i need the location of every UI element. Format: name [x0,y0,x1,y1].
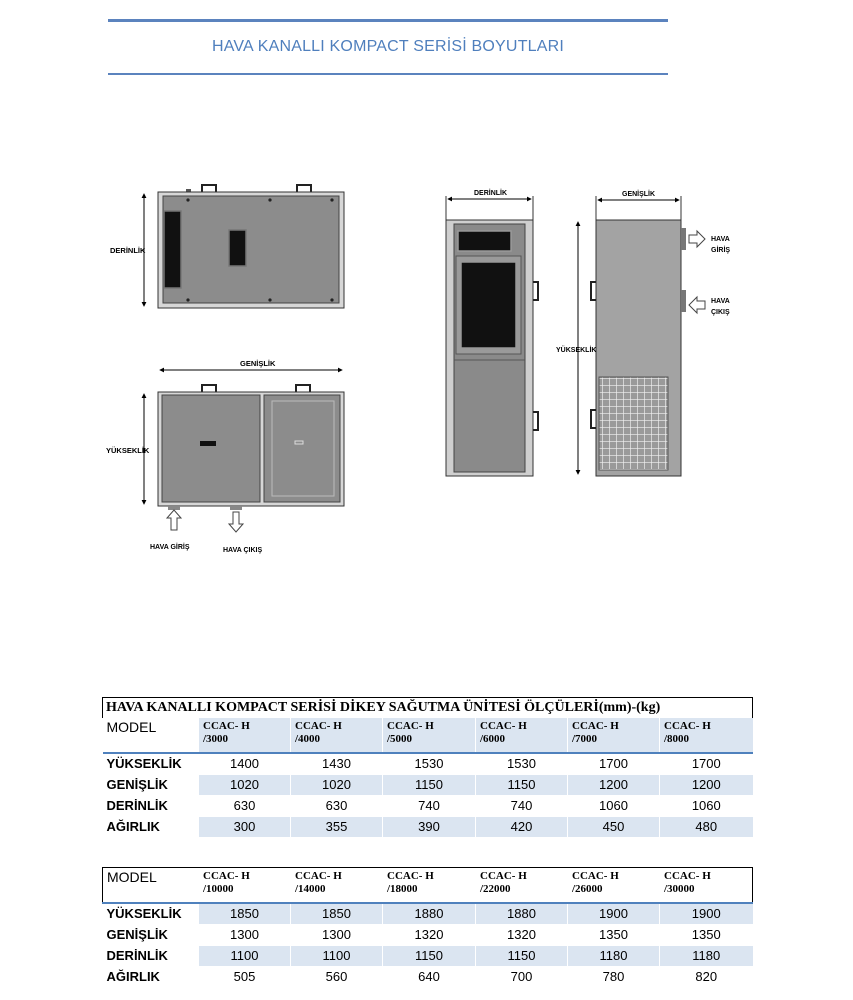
front-view-drawing [106,359,344,554]
model-header-row [103,718,753,753]
table-row: AĞIRLIK 300 355 390 420 450 480 [103,817,753,838]
model-cell: CCAC- H /7000 [568,718,660,753]
model-label: MODEL [103,718,199,753]
top-view-depth-label: DERİNLİK [110,246,146,255]
model-header-row [103,868,753,904]
vertical-side-drawing [556,190,730,476]
model-cell: CCAC- H /8000 [660,718,753,753]
front-view-air-in: HAVA GİRİŞ [150,544,190,551]
front-view-height-label: YÜKSEKLİK [106,446,150,455]
dimensions-table-1 [102,697,753,837]
model-label: MODEL [103,868,199,904]
vertical-side-air-in-2: GİRİŞ [711,247,731,254]
model-cell: CCAC- H /5000 [383,718,476,753]
model-cell: CCAC- H /6000 [476,718,568,753]
table-row: GENİŞLİK 1300 1300 1320 1320 1350 1350 [103,925,753,946]
table-row: YÜKSEKLİK 1850 1850 1880 1880 1900 1900 [103,903,753,925]
vertical-side-width-label: GENİŞLİK [622,191,656,198]
model-cell: CCAC- H /10000 [199,868,291,904]
vertical-side-air-in-1: HAVA [711,236,730,243]
top-view-drawing [110,185,344,308]
model-cell: CCAC- H /22000 [476,868,568,904]
model-cell: CCAC- H /3000 [199,718,291,753]
vertical-side-air-out-1: HAVA [711,298,730,305]
model-cell: CCAC- H /18000 [383,868,476,904]
model-cell: CCAC- H /26000 [568,868,660,904]
page-title: HAVA KANALLI KOMPACT SERİSİ BOYUTLARI [211,38,565,55]
table-row: AĞIRLIK 505 560 640 700 780 820 [103,967,753,988]
table-row: DERİNLİK 630 630 740 740 1060 1060 [103,796,753,817]
vertical-side-air-out-2: ÇIKIŞ [711,309,730,316]
vertical-side-height-label: YÜKSEKLİK [556,347,597,354]
front-view-air-out: HAVA ÇIKIŞ [223,547,263,554]
model-cell: CCAC- H /4000 [291,718,383,753]
vertical-front-drawing [446,189,538,476]
vertical-front-depth-label: DERİNLİK [474,190,508,197]
front-view-width-label: GENİŞLİK [240,359,276,368]
dimensions-table-2 [102,867,753,987]
table-caption: HAVA KANALLI KOMPACT SERİSİ DİKEY SAĞUTMA ÜNİTESİ ÖLÇÜLERİ(mm)-(kg) [103,698,753,719]
model-cell: CCAC- H /14000 [291,868,383,904]
table-row: YÜKSEKLİK 1400 1430 1530 1530 1700 1700 [103,753,753,775]
model-cell: CCAC- H /30000 [660,868,753,904]
table-row: DERİNLİK 1100 1100 1150 1150 1180 1180 [103,946,753,967]
table-row: GENİŞLİK 1020 1020 1150 1150 1200 1200 [103,775,753,796]
